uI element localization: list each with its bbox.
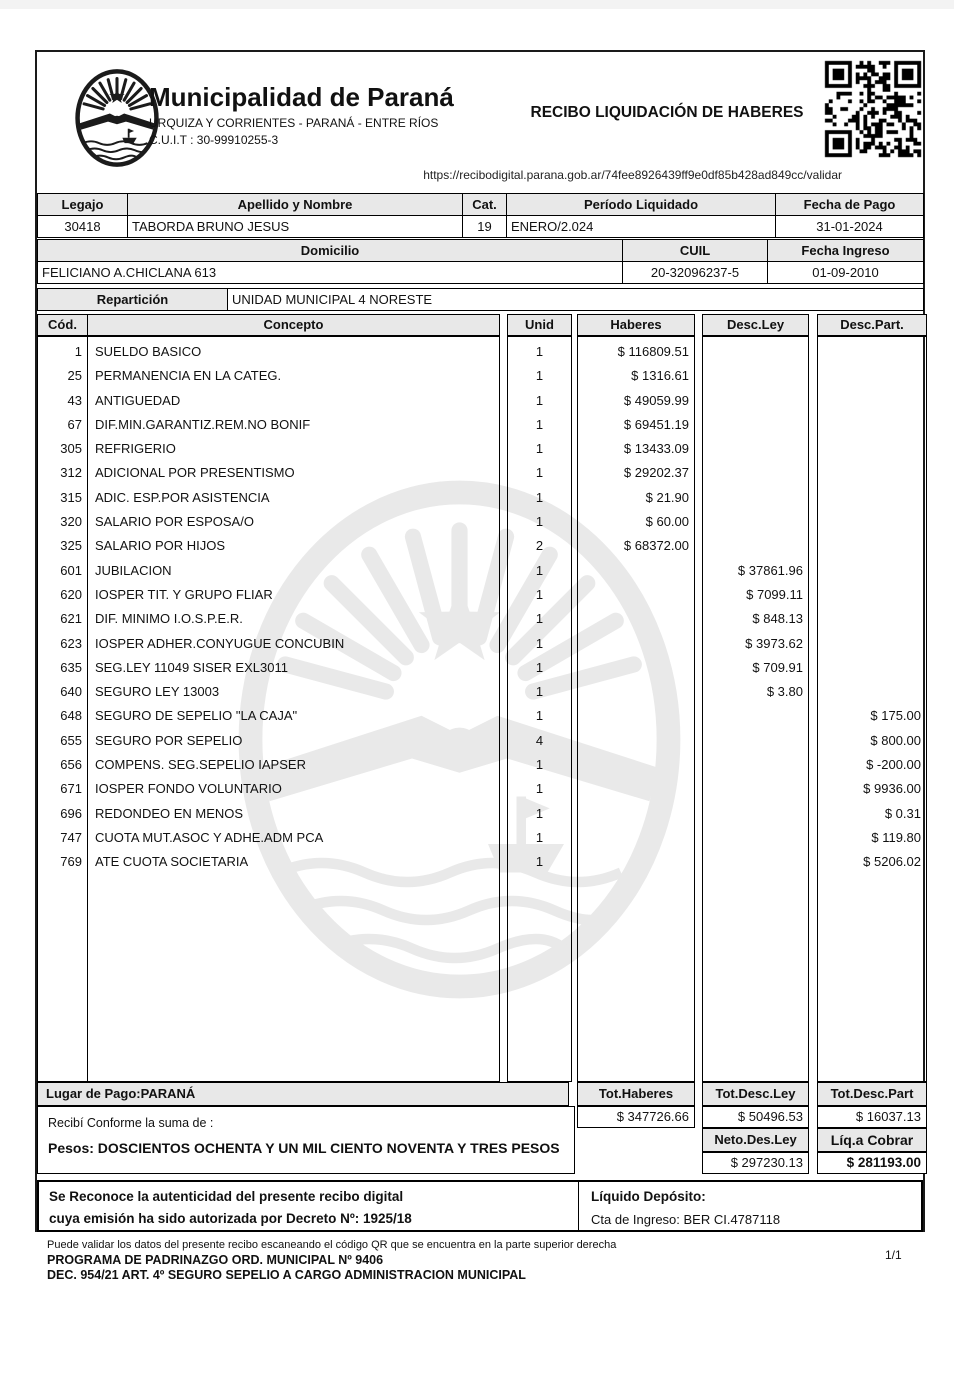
concept-cod-cell: 696 <box>60 805 82 821</box>
concept-concepto-cell: ATE CUOTA SOCIETARIA <box>95 854 249 870</box>
qr-code-icon <box>823 59 923 159</box>
concept-cod-cell: 655 <box>60 732 82 748</box>
concept-haberes-cell: $ 1316.61 <box>631 368 689 384</box>
concept-desc-ley-cell: $ 3.80 <box>766 684 803 700</box>
concept-cod-cell: 635 <box>60 659 82 675</box>
concept-desc-part-cell <box>818 340 926 364</box>
concept-concepto-cell: SEGURO POR SEPELIO <box>95 732 243 748</box>
concept-cod-cell: 320 <box>60 514 82 530</box>
liquido-deposito-label: Líquido Depósito: <box>591 1189 706 1204</box>
concept-unid-cell: 2 <box>535 538 544 554</box>
col-concepto <box>88 337 499 1081</box>
qr-validate-note: Puede validar los datos del presente recibo escaneando el código QR que se encuentra en la parte superior derecha <box>47 1239 617 1251</box>
periodo-value: ENERO/2.024 <box>507 216 776 238</box>
cta-ingreso-value: Cta de Ingreso: BER CI.4787118 <box>591 1212 781 1227</box>
document-title: RECIBO LIQUIDACIÓN DE HABERES <box>530 104 804 121</box>
auth-line2: cuya emisión ha sido autorizada por Decreto Nº: 1925/18 <box>49 1211 412 1226</box>
concept-cod-cell: 43 <box>67 392 82 408</box>
concept-concepto-cell: SALARIO POR ESPOSA/O <box>95 514 254 530</box>
concept-haberes-cell <box>578 753 694 777</box>
cuil-value: 20-32096237-5 <box>623 262 768 284</box>
concept-desc-part-cell: $ 5206.02 <box>863 854 921 870</box>
concept-haberes-cell <box>578 802 694 826</box>
concept-haberes-cell: $ 21.90 <box>645 489 689 505</box>
concept-haberes-cell <box>578 680 694 704</box>
concept-unid-cell: 1 <box>535 441 544 457</box>
concept-concepto-cell: IOSPER TIT. Y GRUPO FLIAR <box>95 586 273 602</box>
amount-in-words-box <box>37 1106 575 1174</box>
concept-desc-ley-cell: $ 7099.11 <box>746 586 803 602</box>
concept-unid-cell: 1 <box>535 465 544 481</box>
domicilio-value: FELICIANO A.CHICLANA 613 <box>38 262 623 284</box>
concept-unid-cell: 1 <box>535 392 544 408</box>
concept-concepto-cell: CUOTA MUT.ASOC Y ADHE.ADM PCA <box>95 829 324 845</box>
concept-unid-cell: 1 <box>535 611 544 627</box>
concept-cod-cell: 312 <box>60 465 82 481</box>
concept-desc-part-cell <box>818 486 926 510</box>
concept-cod-cell: 25 <box>67 368 82 384</box>
concept-unid-cell: 1 <box>535 586 544 602</box>
concept-haberes-cell <box>578 607 694 631</box>
org-address: URQUIZA Y CORRIENTES - PARANÁ - ENTRE RÍOS <box>149 116 439 130</box>
concept-cod-cell: 620 <box>60 586 82 602</box>
concept-desc-part-cell: $ 800.00 <box>870 732 921 748</box>
nombre-label: Apellido y Nombre <box>128 194 463 216</box>
concept-haberes-cell <box>578 559 694 583</box>
concept-unid-cell: 1 <box>535 684 544 700</box>
nombre-value: TABORDA BRUNO JESUS <box>128 216 463 238</box>
neto-des-ley-value: $ 297230.13 <box>702 1152 809 1174</box>
concept-cod-cell: 648 <box>60 708 82 724</box>
concept-desc-part-cell <box>818 437 926 461</box>
concept-desc-ley-cell: $ 709.91 <box>752 659 803 675</box>
concept-concepto-cell: REDONDEO EN MENOS <box>95 805 244 821</box>
concept-unid-cell: 1 <box>535 781 544 797</box>
concepto-header: Concepto <box>263 317 324 332</box>
concept-desc-part-cell <box>818 389 926 413</box>
concept-unid-cell: 1 <box>535 416 544 432</box>
col-descley <box>702 336 809 1082</box>
concept-haberes-cell: $ 13433.09 <box>623 441 689 457</box>
concept-unid-cell: 1 <box>535 635 544 651</box>
concepts-header-left <box>37 314 500 336</box>
receipt-document <box>35 50 925 1232</box>
page-number: 1/1 <box>885 1248 902 1262</box>
reparticion-value: UNIDAD MUNICIPAL 4 NORESTE <box>228 289 924 311</box>
concept-desc-ley-cell <box>703 704 808 728</box>
desc-part-header: Desc.Part. <box>817 314 927 336</box>
concept-desc-ley-cell <box>703 534 808 558</box>
concept-haberes-cell <box>578 704 694 728</box>
tot-desc-ley-label: Tot.Desc.Ley <box>702 1082 809 1106</box>
cod-header: Cód. <box>38 315 88 335</box>
concept-desc-part-cell <box>818 461 926 485</box>
col-unid <box>507 336 572 1082</box>
lugar-de-pago: Lugar de Pago:PARANÁ <box>37 1082 569 1106</box>
concept-desc-ley-cell <box>703 437 808 461</box>
concept-unid-cell: 1 <box>535 829 544 845</box>
concept-desc-part-cell <box>818 607 926 631</box>
concept-haberes-cell: $ 68372.00 <box>623 538 689 554</box>
org-name: Municipalidad de Paraná <box>149 82 454 112</box>
concept-cod-cell: 621 <box>60 611 82 627</box>
concept-desc-part-cell <box>818 534 926 558</box>
concept-desc-part-cell <box>818 510 926 534</box>
concept-desc-ley-cell <box>703 461 808 485</box>
concept-cod-cell: 315 <box>60 489 82 505</box>
cat-label: Cat. <box>463 194 507 216</box>
concept-concepto-cell: SALARIO POR HIJOS <box>95 538 226 554</box>
tot-desc-ley-value: $ 50496.53 <box>702 1106 809 1128</box>
concept-desc-ley-cell <box>703 802 808 826</box>
concepts-body-left <box>37 336 500 1082</box>
validation-url: https://recibodigital.parana.gob.ar/74fee8926439ff9e0df85b428ad849cc/validar <box>423 168 842 182</box>
concept-cod-cell: 671 <box>60 781 82 797</box>
cuil-label: CUIL <box>623 240 768 262</box>
tot-haberes-value: $ 347726.66 <box>577 1106 695 1128</box>
concept-concepto-cell: IOSPER FONDO VOLUNTARIO <box>95 781 282 797</box>
concept-desc-ley-cell <box>703 340 808 364</box>
tot-desc-part-value: $ 16037.13 <box>817 1106 927 1128</box>
concept-haberes-cell <box>578 583 694 607</box>
concept-desc-ley-cell <box>703 389 808 413</box>
concept-haberes-cell: $ 69451.19 <box>623 416 689 432</box>
concept-haberes-cell <box>578 632 694 656</box>
concept-desc-ley-cell <box>703 364 808 388</box>
concept-haberes-cell: $ 60.00 <box>645 514 689 530</box>
concept-desc-part-cell <box>818 583 926 607</box>
concept-concepto-cell: ADICIONAL POR PRESENTISMO <box>95 465 295 481</box>
program-line2: DEC. 954/21 ART. 4º SEGURO SEPELIO A CARGO ADMINISTRACION MUNICIPAL <box>47 1268 526 1282</box>
concept-haberes-cell: $ 29202.37 <box>623 465 689 481</box>
concept-desc-ley-cell: $ 3973.62 <box>745 635 803 651</box>
concept-concepto-cell: DIF. MINIMO I.O.S.P.E.R. <box>95 611 243 627</box>
concept-desc-part-cell: $ -200.00 <box>866 757 921 773</box>
concept-concepto-cell: DIF.MIN.GARANTIZ.REM.NO BONIF <box>95 416 311 432</box>
concept-cod-cell: 623 <box>60 635 82 651</box>
concept-desc-part-cell: $ 119.80 <box>871 829 921 845</box>
concept-desc-part-cell <box>818 632 926 656</box>
fecha-ingreso-label: Fecha Ingreso <box>768 240 924 262</box>
concept-unid-cell: 1 <box>535 659 544 675</box>
concept-desc-ley-cell <box>703 850 808 874</box>
concept-haberes-cell <box>578 729 694 753</box>
fecha-ingreso-value: 01-09-2010 <box>768 262 924 284</box>
concept-desc-part-cell <box>818 680 926 704</box>
concept-concepto-cell: SUELDO BASICO <box>95 344 202 359</box>
concept-desc-part-cell <box>818 656 926 680</box>
concept-cod-cell: 601 <box>60 562 82 578</box>
concept-cod-cell: 656 <box>60 757 82 773</box>
concept-desc-ley-cell <box>703 486 808 510</box>
concept-desc-part-cell: $ 0.31 <box>884 805 921 821</box>
concept-unid-cell: 1 <box>535 514 544 530</box>
concept-desc-ley-cell: $ 848.13 <box>752 611 803 627</box>
concept-concepto-cell: SEG.LEY 11049 SISER EXL3011 <box>95 659 288 675</box>
concept-haberes-cell <box>578 777 694 801</box>
periodo-label: Período Liquidado <box>507 194 776 216</box>
concept-concepto-cell: JUBILACION <box>95 562 172 578</box>
concept-unid-cell: 1 <box>535 805 544 821</box>
col-haberes <box>577 336 695 1082</box>
concept-desc-part-cell: $ 175.00 <box>870 708 921 724</box>
concept-desc-part-cell: $ 9936.00 <box>863 781 921 797</box>
concept-concepto-cell: SEGURO DE SEPELIO "LA CAJA" <box>95 708 298 724</box>
concept-cod-cell: 1 <box>74 344 82 359</box>
concept-haberes-cell: $ 116809.51 <box>617 344 689 359</box>
concept-unid-cell: 1 <box>535 854 544 870</box>
concept-unid-cell: 1 <box>535 562 544 578</box>
desc-ley-header: Desc.Ley <box>702 314 809 336</box>
legajo-label: Legajo <box>38 194 128 216</box>
concept-unid-cell: 1 <box>535 489 544 505</box>
neto-des-ley-label: Neto.Des.Ley <box>702 1128 809 1152</box>
page-top-strip <box>0 0 954 9</box>
fecha-pago-label: Fecha de Pago <box>776 194 924 216</box>
unid-header: Unid <box>507 314 572 336</box>
concept-desc-ley-cell <box>703 777 808 801</box>
liq-a-cobrar-value: $ 281193.00 <box>817 1152 927 1174</box>
amount-words-text: Pesos: DOSCIENTOS OCHENTA Y UN MIL CIENTO NOVENTA Y TRES PESOS <box>48 1140 560 1156</box>
liq-a-cobrar-label: Líq.a Cobrar <box>817 1128 927 1152</box>
fecha-pago-value: 31-01-2024 <box>776 216 924 238</box>
concept-desc-part-cell <box>818 413 926 437</box>
concept-desc-ley-cell <box>703 729 808 753</box>
recibi-conforme-text: Recibí Conforme la suma de : <box>48 1116 214 1130</box>
concept-concepto-cell: REFRIGERIO <box>95 441 176 457</box>
concept-concepto-cell: PERMANENCIA EN LA CATEG. <box>95 368 282 384</box>
tot-haberes-label: Tot.Haberes <box>577 1082 695 1106</box>
concept-cod-cell: 747 <box>60 829 82 845</box>
concept-unid-cell: 1 <box>535 757 544 773</box>
concept-desc-ley-cell <box>703 510 808 534</box>
concept-cod-cell: 640 <box>60 684 82 700</box>
authenticity-box <box>37 1180 923 1232</box>
haberes-header: Haberes <box>577 314 695 336</box>
concept-concepto-cell: SEGURO LEY 13003 <box>95 684 220 700</box>
employee-table-address <box>37 239 924 284</box>
concept-concepto-cell: COMPENS. SEG.SEPELIO IAPSER <box>95 757 306 773</box>
col-cod <box>38 337 88 1081</box>
concept-haberes-cell: $ 49059.99 <box>623 392 689 408</box>
concept-cod-cell: 305 <box>60 441 82 457</box>
legajo-value: 30418 <box>38 216 128 238</box>
concept-desc-ley-cell: $ 37861.96 <box>737 562 803 578</box>
auth-line1: Se Reconoce la autenticidad del presente recibo digital <box>49 1189 404 1204</box>
concept-unid-cell: 1 <box>535 344 544 359</box>
employee-table-main <box>37 193 924 238</box>
concept-haberes-cell <box>578 656 694 680</box>
concept-cod-cell: 769 <box>60 854 82 870</box>
concept-desc-part-cell <box>818 364 926 388</box>
concept-cod-cell: 67 <box>67 416 82 432</box>
col-descpart <box>817 336 927 1082</box>
concept-haberes-cell <box>578 850 694 874</box>
concept-cod-cell: 325 <box>60 538 82 554</box>
org-cuit: C.U.I.T : 30-99910255-3 <box>149 133 279 147</box>
concept-desc-ley-cell <box>703 826 808 850</box>
reparticion-label: Repartición <box>38 289 228 311</box>
cat-value: 19 <box>463 216 507 238</box>
concept-unid-cell: 4 <box>535 732 544 748</box>
concept-desc-part-cell <box>818 559 926 583</box>
concept-concepto-cell: ANTIGUEDAD <box>95 392 181 408</box>
domicilio-label: Domicilio <box>38 240 623 262</box>
program-line1: PROGRAMA DE PADRINAZGO ORD. MUNICIPAL Nº 9406 <box>47 1253 384 1267</box>
concept-unid-cell: 1 <box>535 708 544 724</box>
concept-haberes-cell <box>578 826 694 850</box>
concept-unid-cell: 1 <box>535 368 544 384</box>
concept-concepto-cell: IOSPER ADHER.CONYUGUE CONCUBIN <box>95 635 345 651</box>
concept-desc-ley-cell <box>703 413 808 437</box>
tot-desc-part-label: Tot.Desc.Part <box>817 1082 927 1106</box>
reparticion-table <box>37 288 924 311</box>
concept-concepto-cell: ADIC. ESP.POR ASISTENCIA <box>95 489 270 505</box>
concept-desc-ley-cell <box>703 753 808 777</box>
